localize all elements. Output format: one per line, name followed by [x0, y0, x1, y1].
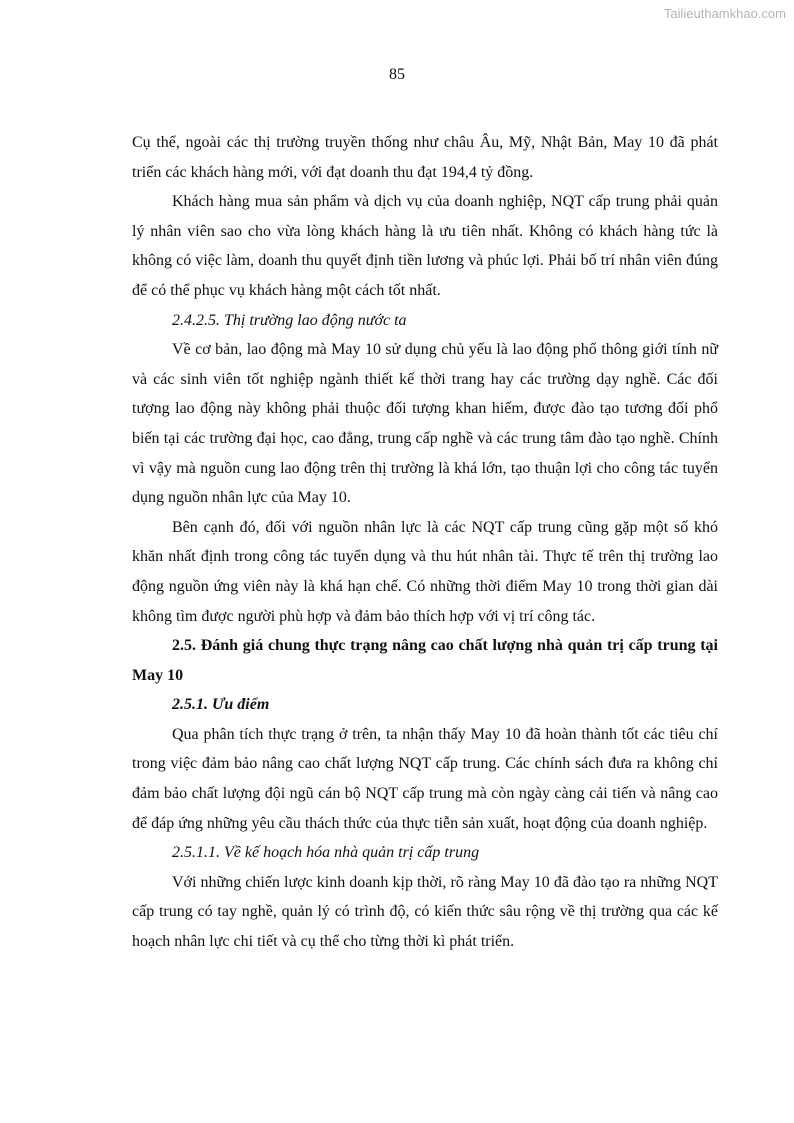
paragraph-planning: Với những chiến lược kinh doanh kịp thời, rõ ràng May 10 đã đào tạo ra những NQT cấp trung có tay nghề, quản lý có trình độ, có kiến thức sâu rộng về thị trường qua các kế hoạch nhân lực chi tiết và cụ thể cho từng thời kì phát triển. [132, 873, 718, 951]
paragraph-intro: Cụ thể, ngoài các thị trường truyền thống như châu Âu, Mỹ, Nhật Bản, May 10 đã phát triển các khách hàng mới, với đạt doanh thu đạt 194,4 tỷ đồng. [132, 134, 718, 181]
paragraph-advantages: Qua phân tích thực trạng ở trên, ta nhận thấy May 10 đã hoàn thành tốt các tiêu chí trong việc đảm bảo nâng cao chất lượng NQT cấp trung. Các chính sách đưa ra không chỉ đảm bảo chất lượng đội ngũ cán bộ NQT cấp trung mà còn ngày càng cải tiến và nâng cao để đáp ứng những yêu cầu thách thức của thực tiễn sản xuất, hoạt động của doanh nghiệp. [132, 725, 718, 832]
subheading-labor-market: 2.4.2.5. Thị trường lao động nước ta [172, 311, 407, 329]
section-heading-evaluation: 2.5. Đánh giá chung thực trạng nâng cao chất lượng nhà quản trị cấp trung tại May 10 [132, 637, 718, 684]
subsection-heading-advantages: 2.5.1. Ưu điểm [172, 696, 270, 714]
paragraph-labor-difficulties: Bên cạnh đó, đối với nguồn nhân lực là các NQT cấp trung cũng gặp một số khó khăn nhất định trong công tác tuyển dụng và thu hút nhân tài. Thực tế trên thị trường lao động nguồn ứng viên này là khá hạn chế. Có những thời điểm May 10 trong thời gian dài không tìm được người phù hợp và đảm bảo thích hợp với vị trí công tác. [132, 518, 718, 625]
paragraph-customers: Khách hàng mua sản phẩm và dịch vụ của doanh nghiệp, NQT cấp trung phải quản lý nhân viên sao cho vừa lòng khách hàng là ưu tiên nhất. Không có khách hàng tức là không có việc làm, doanh thu quyết định tiền lương và phúc lợi. Phải bố trí nhân viên đúng để có thể phục vụ khách hàng một cách tốt nhất. [132, 193, 718, 299]
document-body [132, 128, 718, 957]
page-number: 85 [389, 66, 405, 83]
paragraph-labor-basics: Về cơ bản, lao động mà May 10 sử dụng chủ yếu là lao động phổ thông giới tính nữ và các sinh viên tốt nghiệp ngành thiết kế thời trang hay các trường dạy nghề. Các đối tượng lao động này không phải thuộc đối tượng khan hiếm, được đào tạo tương đối phổ biến tại các trường đại học, cao đẳng, trung cấp nghề và các trung tâm đào tạo nghề. Chính vì vậy mà nguồn cung lao động trên thị trường là khá lớn, tạo thuận lợi cho công tác tuyển dụng nguồn nhân lực của May 10. [132, 341, 718, 507]
subheading-planning: 2.5.1.1. Về kế hoạch hóa nhà quản trị cấp trung [172, 844, 480, 862]
watermark: Tailieuthamkhao.com [663, 6, 786, 21]
